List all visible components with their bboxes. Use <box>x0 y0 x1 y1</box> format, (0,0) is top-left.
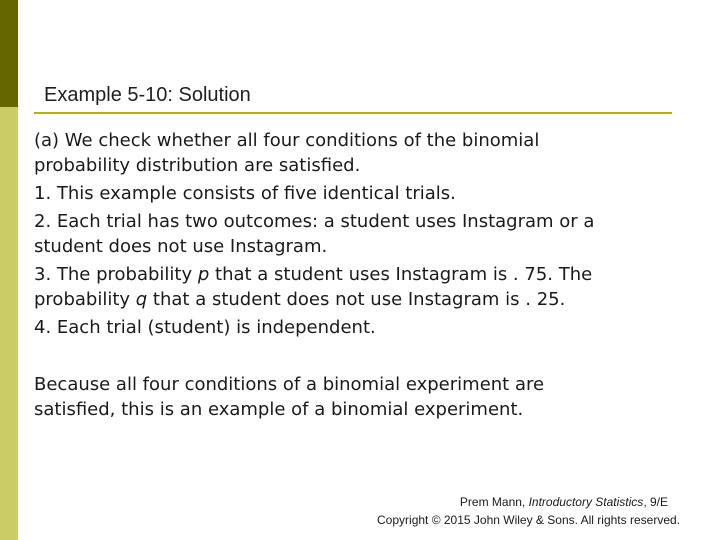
condition-3-line-1 <box>34 262 694 287</box>
condition-3-text-d: that a student does not use Instagram is . 25. <box>147 289 566 310</box>
condition-3-line-2 <box>34 287 694 312</box>
condition-3-text-b: that a student uses Instagram is . 75. The <box>209 264 593 285</box>
sidebar-accent-dark <box>0 0 18 107</box>
condition-2-line-2: student does not use Instagram. <box>34 236 328 257</box>
condition-3-text-a: 3. The probability <box>34 264 198 285</box>
intro-line-2: probability distribution are satisfied. <box>34 155 361 176</box>
intro-paragraph <box>34 128 694 178</box>
copyright-text: Copyright © 2015 John Wiley & Sons. All rights reserved. <box>377 513 680 527</box>
book-edition: , 9/E <box>643 495 668 509</box>
sidebar-accent-light <box>0 107 18 540</box>
slide-title: Example 5-10: Solution <box>44 84 251 106</box>
solution-body <box>34 128 694 343</box>
condition-4 <box>34 315 694 340</box>
condition-3-text-c: probability <box>34 289 136 310</box>
condition-1 <box>34 181 694 206</box>
condition-3 <box>34 262 694 312</box>
conclusion-paragraph <box>34 372 694 422</box>
variable-q: q <box>135 289 148 310</box>
book-title: Introductory Statistics <box>528 495 644 509</box>
condition-2-line-1: 2. Each trial has two outcomes: a student uses Instagram or a <box>34 211 595 232</box>
condition-2 <box>34 209 694 259</box>
author-name: Prem Mann, <box>459 495 529 509</box>
book-credit <box>365 493 668 511</box>
intro-line-1: (a) We check whether all four conditions of the binomial <box>34 130 540 151</box>
conclusion-line-1: Because all four conditions of a binomial experiment are <box>34 374 545 395</box>
title-underline <box>34 112 672 114</box>
variable-p: p <box>197 264 210 285</box>
condition-4-text: 4. Each trial (student) is independent. <box>34 317 376 338</box>
copyright-footer <box>377 493 680 529</box>
condition-1-text: 1. This example consists of five identical trials. <box>34 183 456 204</box>
conclusion-line-2: satisfied, this is an example of a binomial experiment. <box>34 399 524 420</box>
